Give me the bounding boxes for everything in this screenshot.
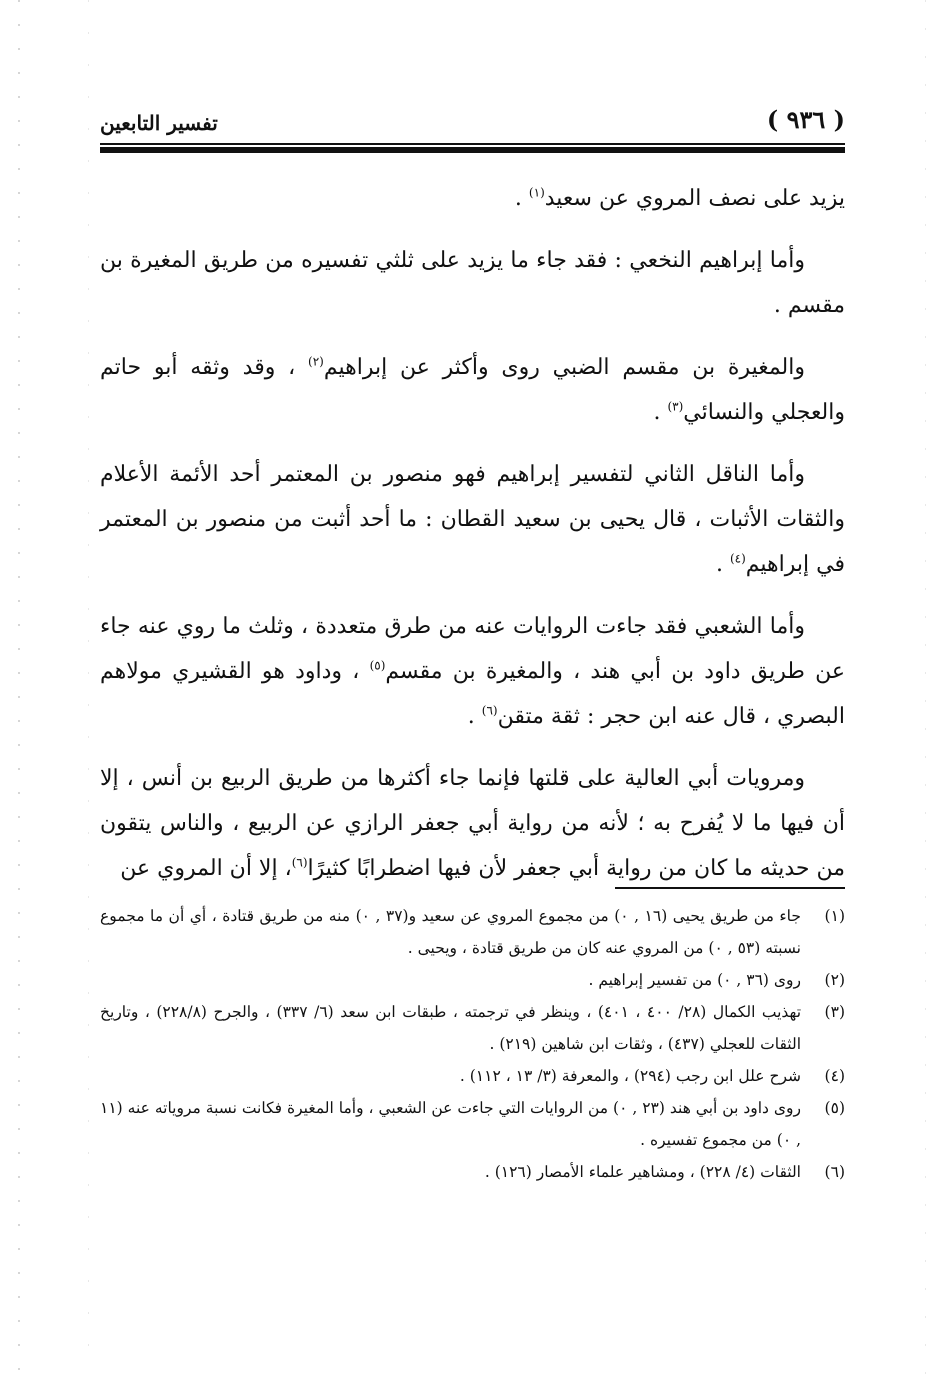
footnote-number: (٢) (824, 971, 845, 989)
paragraph-text: ومرويات أبي العالية على قلتها فإنما جاء أكثرها من طريق الربيع بن أنس ، إلا أن فيها ما لا يُفرح به ؛ لأنه من رواية أبي جعفر الرازي عن الربيع ، والناس يتقون من حديثه ما كان من رواية أبي جعفر لأن فيها اضطرابًا كثيرًا (100, 766, 845, 881)
footnote (100, 900, 845, 964)
footnote-ref: (٥) (369, 658, 386, 673)
main-text (100, 176, 845, 908)
footnote (100, 964, 845, 996)
paragraph-text: وأما إبراهيم النخعي : فقد جاء ما يزيد على ثلثي تفسيره من طريق المغيرة بن مقسم . (100, 248, 845, 318)
footnote-text: تهذيب الكمال (٢٨/ ٤٠٠ ، ٤٠١) ، وينظر في ترجمته ، طبقات ابن سعد (٦/ ٣٣٧) ، والجرح (٢٢٨/٨) ، وتاريخ الثقات للعجلي (٤٣٧) ، وثقات ابن شاهين (٢١٩) . (100, 1003, 802, 1053)
paragraph (100, 756, 845, 891)
scan-margin-dots (88, 0, 89, 1374)
paragraph (100, 452, 845, 587)
footnote (100, 1092, 845, 1156)
footnote-ref: (٤) (729, 551, 746, 566)
footnote-number: (٤) (824, 1067, 845, 1085)
page-number: ( ٩٣٦ ) (766, 105, 845, 134)
paragraph (100, 345, 845, 435)
header-rule (100, 143, 845, 145)
paragraph-text: والمغيرة بن مقسم الضبي روى وأكثر عن إبراهيم (323, 355, 805, 380)
footnote-ref: (١) (528, 185, 545, 200)
footnote-separator (615, 887, 845, 889)
footnote-number: (٣) (824, 1003, 845, 1021)
footnote-text: الثقات (٤/ ٢٢٨) ، ومشاهير علماء الأمصار (١٢٦) . (484, 1163, 801, 1181)
footnote-text: جاء من طريق يحيى (١٦ , ٠) من مجموع المروي عن سعيد و(٣٧ , ٠) منه من طريق قتادة ، أي أن ما مجموع نسبته (٥٣ , ٠) من المروي عنه كان من طريق قتادة ، ويحيى . (100, 907, 801, 957)
paragraph-text: وأما الناقل الثاني لتفسير إبراهيم فهو منصور بن المعتمر أحد الأئمة الأعلام والثقات الأثبات ، قال يحيى بن سعيد القطان : ما أحد أثبت من منصور بن المعتمر في إبراهيم (100, 462, 845, 577)
footnote-number: (١) (824, 907, 845, 925)
paragraph-text: ، وداود هو القشيري مولاهم البصري ، قال عنه ابن حجر : ثقة متقن (100, 659, 845, 729)
paragraph (100, 604, 845, 739)
footnote-ref: (٣) (667, 399, 684, 414)
paragraph-text: وأما الشعبي فقد جاءت الروايات عنه من طرق متعددة ، وثلث ما روي عنه جاء عن طريق داود بن أبي هند ، والمغيرة بن مقسم (100, 614, 846, 684)
paragraph-text: . (653, 400, 668, 425)
footnote-text: روى داود بن أبي هند (٢٣ , ٠) من الروايات التي جاءت عن الشعبي ، وأما المغيرة فكانت نسبة مروياته عنه (١١ , ٠) من مجموع تفسيره . (100, 1099, 801, 1149)
footnote-ref: (٦) (291, 855, 308, 870)
footnote-text: روى (٣٦ , ٠) من تفسير إبراهيم . (588, 971, 801, 989)
footnote-ref: (٢) (308, 354, 324, 369)
paragraph-text: ، وقد وثقه أبو حاتم والعجلي والنسائي (100, 355, 845, 425)
footnote-ref: (٦) (481, 703, 498, 718)
paragraph (100, 176, 845, 221)
paragraph-text: . (715, 552, 730, 577)
paragraph-text: . (467, 704, 482, 729)
paragraph-text: ، إلا أن المروي عن (120, 856, 292, 881)
scan-margin-dots (18, 0, 20, 1374)
footnote-number: (٦) (824, 1163, 845, 1181)
running-title: تفسير التابعين (100, 111, 218, 135)
footnote (100, 996, 845, 1060)
footnote-text: شرح علل ابن رجب (٢٩٤) ، والمعرفة (٣/ ١٣ ، ١١٢) . (459, 1067, 801, 1085)
footnote (100, 1156, 845, 1188)
header-rule-thick (100, 147, 845, 153)
scan-margin-dots (925, 0, 926, 1374)
paragraph-text: . (514, 186, 529, 211)
footnotes (100, 900, 845, 1188)
footnote (100, 1060, 845, 1092)
paragraph-text: يزيد على نصف المروي عن سعيد (544, 186, 845, 211)
page-header (100, 105, 845, 139)
paragraph (100, 238, 845, 328)
footnote-number: (٥) (824, 1099, 845, 1117)
